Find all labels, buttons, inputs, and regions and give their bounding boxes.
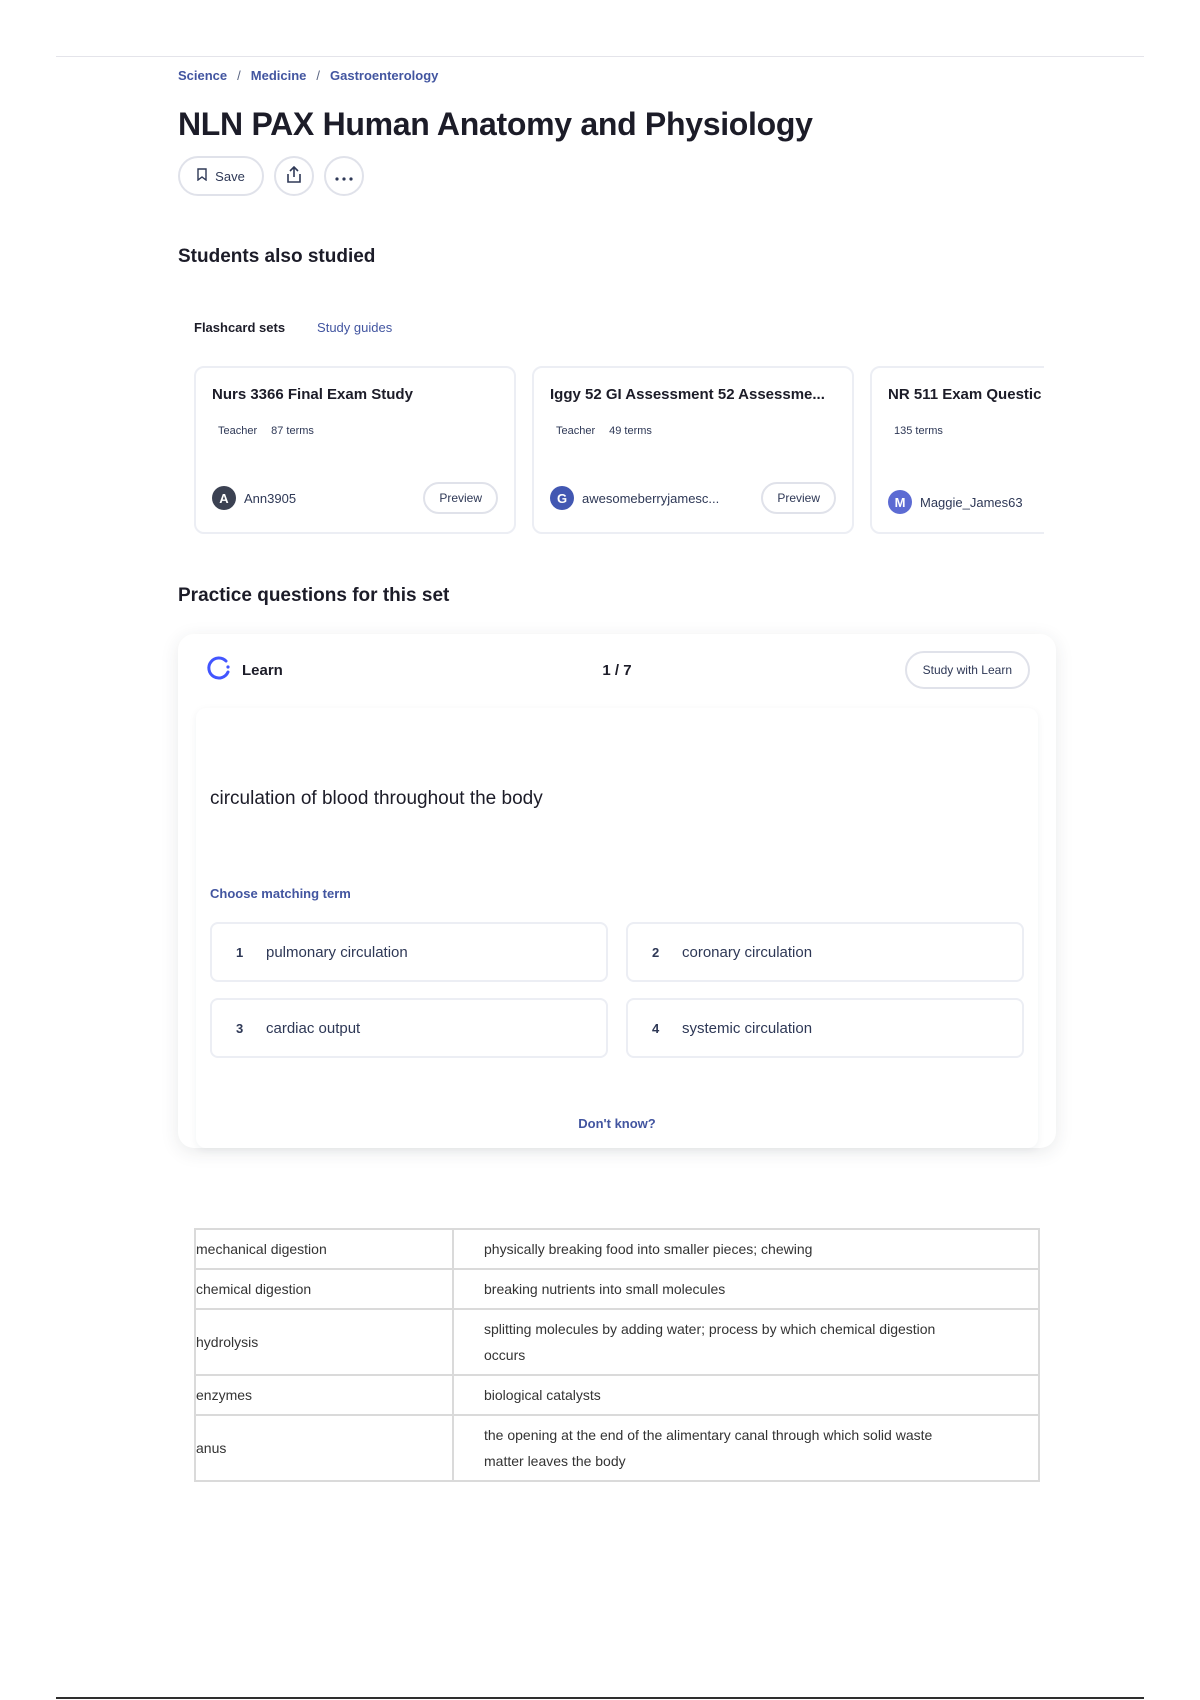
tab-flashcard-sets[interactable]: Flashcard sets — [194, 320, 286, 335]
breadcrumb-separator: / — [237, 68, 241, 83]
option-number: 4 — [652, 1020, 660, 1036]
dont-know-link[interactable]: Don't know? — [578, 1116, 656, 1131]
card-terms: 135 terms — [894, 425, 943, 437]
card-user — [212, 486, 296, 510]
table-row — [195, 1269, 1039, 1309]
breadcrumb-science[interactable]: Science — [178, 68, 228, 83]
learn-header — [204, 650, 1030, 690]
share-button[interactable] — [274, 156, 314, 196]
page-title: NLN PAX Human Anatomy and Physiology — [178, 106, 813, 142]
study-with-learn-button[interactable]: Study with Learn — [905, 651, 1030, 689]
breadcrumb — [178, 68, 438, 83]
card-username: Ann3905 — [244, 490, 297, 506]
question-panel — [196, 708, 1038, 1148]
table-row — [195, 1229, 1039, 1269]
term-cell: mechanical digestion — [195, 1229, 453, 1269]
card-user — [888, 490, 1023, 514]
option-text: coronary circulation — [682, 943, 813, 961]
practice-questions-heading: Practice questions for this set — [178, 585, 450, 606]
preview-button[interactable]: Preview — [761, 482, 836, 514]
card-meta — [888, 425, 1044, 437]
term-cell: hydrolysis — [195, 1309, 453, 1375]
learn-icon — [204, 654, 232, 686]
term-cell: anus — [195, 1415, 453, 1481]
preview-button[interactable]: Preview — [423, 482, 498, 514]
top-divider — [56, 56, 1144, 57]
term-cell: chemical digestion — [195, 1269, 453, 1309]
card-username: awesomeberryjamesc... — [582, 490, 720, 506]
option-number: 1 — [236, 944, 244, 960]
table-row — [195, 1309, 1039, 1375]
card-terms: 87 terms — [271, 425, 314, 437]
terms-table — [194, 1228, 1040, 1482]
related-set-card[interactable] — [532, 366, 854, 534]
save-button[interactable] — [178, 156, 264, 196]
option-text: cardiac output — [266, 1019, 361, 1037]
breadcrumb-separator: / — [316, 68, 321, 83]
action-bar — [178, 156, 364, 196]
definition-cell: biological catalysts — [453, 1375, 1039, 1415]
related-set-card[interactable] — [194, 366, 516, 534]
more-options-button[interactable] — [324, 156, 364, 196]
learn-label: Learn — [242, 661, 283, 679]
tab-study-guides[interactable]: Study guides — [317, 320, 393, 335]
answer-option-3[interactable] — [210, 998, 608, 1058]
table-row — [195, 1375, 1039, 1415]
related-set-card[interactable] — [870, 366, 1044, 534]
definition-cell: splitting molecules by adding water; process by which chemical digestion occurs — [453, 1309, 1039, 1375]
learn-mode-label — [204, 654, 283, 686]
card-username: Maggie_James63 — [920, 494, 1023, 510]
breadcrumb-medicine[interactable]: Medicine — [250, 68, 307, 83]
option-text: systemic circulation — [682, 1019, 813, 1037]
card-role: Teacher — [556, 425, 596, 437]
students-also-studied-heading: Students also studied — [178, 246, 376, 267]
option-number: 3 — [236, 1020, 244, 1036]
answer-option-2[interactable] — [626, 922, 1024, 982]
breadcrumb-gastroenterology[interactable]: Gastroenterology — [330, 68, 439, 83]
definition-cell: physically breaking food into smaller pieces; chewing — [453, 1229, 1039, 1269]
learn-practice-card — [178, 634, 1056, 1148]
answer-option-1[interactable] — [210, 922, 608, 982]
answer-options — [210, 922, 1026, 1058]
question-text: circulation of blood throughout the body — [210, 788, 543, 809]
choose-matching-term-label: Choose matching term — [210, 886, 351, 901]
definition-cell: breaking nutrients into small molecules — [453, 1269, 1039, 1309]
card-role: Teacher — [218, 425, 258, 437]
avatar: G — [550, 486, 574, 510]
card-title: Nurs 3366 Final Exam Study — [212, 386, 413, 403]
answer-option-4[interactable] — [626, 998, 1024, 1058]
bookmark-icon — [197, 168, 207, 184]
avatar: M — [888, 490, 912, 514]
related-sets-carousel — [194, 366, 1044, 536]
avatar: A — [212, 486, 236, 510]
card-title: NR 511 Exam Questic — [888, 386, 1042, 403]
card-user — [550, 486, 719, 510]
definition-cell: the opening at the end of the alimentary canal through which solid waste matter leaves the body — [453, 1415, 1039, 1481]
term-cell: enzymes — [195, 1375, 453, 1415]
card-meta — [550, 425, 836, 437]
study-tabs — [194, 320, 392, 335]
card-meta — [212, 425, 498, 437]
save-label: Save — [215, 168, 245, 184]
option-number: 2 — [652, 944, 660, 960]
table-row — [195, 1415, 1039, 1481]
bottom-divider — [56, 1697, 1144, 1699]
card-terms: 49 terms — [609, 425, 652, 437]
more-icon — [335, 169, 353, 184]
option-text: pulmonary circulation — [266, 943, 408, 961]
question-progress: 1 / 7 — [602, 661, 632, 679]
share-icon — [286, 166, 302, 187]
card-title: Iggy 52 GI Assessment 52 Assessme... — [550, 386, 825, 403]
